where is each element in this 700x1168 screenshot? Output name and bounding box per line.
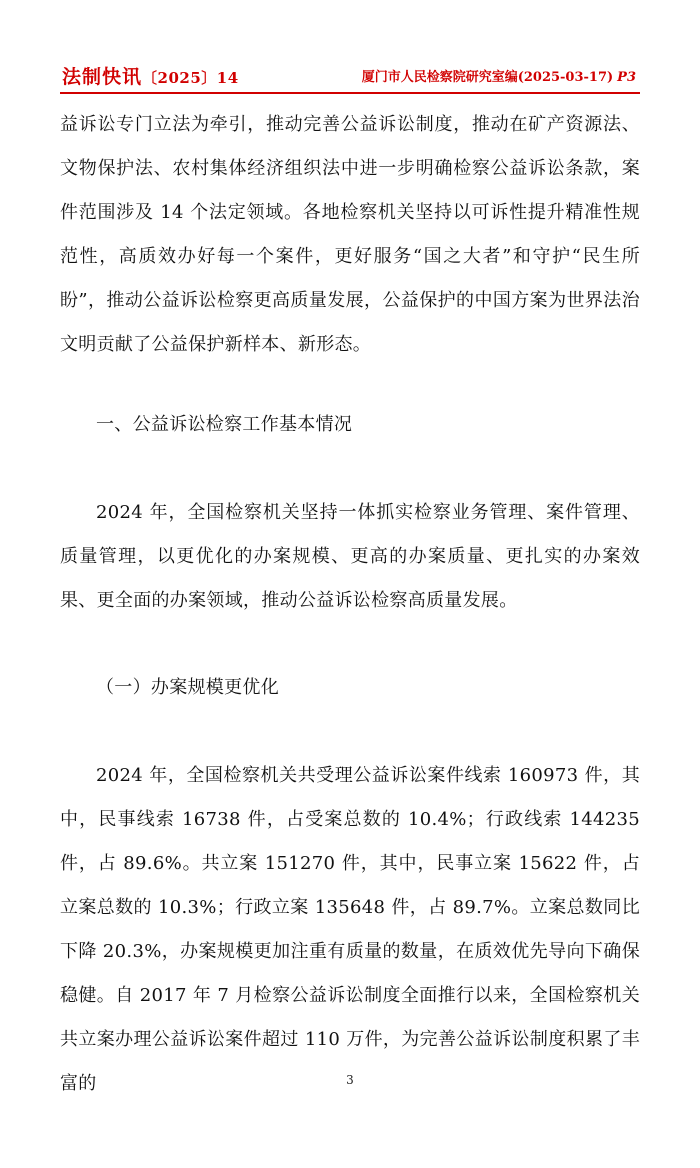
header-brand: 法制快讯 bbox=[62, 66, 143, 88]
page-header bbox=[60, 62, 640, 88]
header-rule bbox=[60, 92, 640, 94]
header-publisher-info bbox=[362, 66, 636, 85]
paragraph-overview: 2024 年，全国检察机关坚持一体抓实检察业务管理、案件管理、质量管理，以更优化的办案规模、更高的办案质量、更扎实的办案效果、更全面的办案领域，推动公益诉讼检察高质量发展。 bbox=[60, 502, 640, 611]
header-masthead bbox=[62, 62, 239, 89]
subsection-heading: （一）办案规模更优化 bbox=[96, 677, 279, 698]
paragraph-continued: 益诉讼专门立法为牵引，推动完善公益诉讼制度，推动在矿产资源法、文物保护法、农村集体经济组织法中进一步明确检察公益诉讼条款，案件范围涉及 14 个法定领域。各地检察机关坚持以可诉性提升精准性规范性，高质效办好每一个案件，更好服务“国之大者”和守护“民生所盼”，推动公益诉讼检察更高质量发展，公益保护的中国方案为世界法治文明贡献了公益保护新样本、新形态。 bbox=[60, 114, 640, 355]
header-page-label: P3 bbox=[617, 70, 636, 85]
section-heading: 一、公益诉讼检察工作基本情况 bbox=[96, 414, 353, 435]
header-publisher: 厦门市人民检察院研究室编(2025-03-17) bbox=[361, 70, 614, 85]
header-issue: 〔2025〕14 bbox=[142, 69, 239, 87]
page-number: 3 bbox=[346, 1073, 354, 1087]
paragraph-statistics: 2024 年，全国检察机关共受理公益诉讼案件线索 160973 件，其中，民事线索 16738 件，占受案总数的 10.4%；行政线索 144235 件，占 89.6%。共立案 151270 件，其中，民事立案 15622 件，占立案总数的 10.3%；行政立案 135648 件，占 89.7%。立案总数同比下降 20.3%，办案规模更加注重有质量的数量，在质效优先导向下确保稳健。自 2017 年 7 月检察公益诉讼制度全面推行以来，全国检察机关共立案办理公益诉讼案件超过 110 万件，为完善公益诉讼制度积累了丰富的 bbox=[60, 765, 640, 1094]
